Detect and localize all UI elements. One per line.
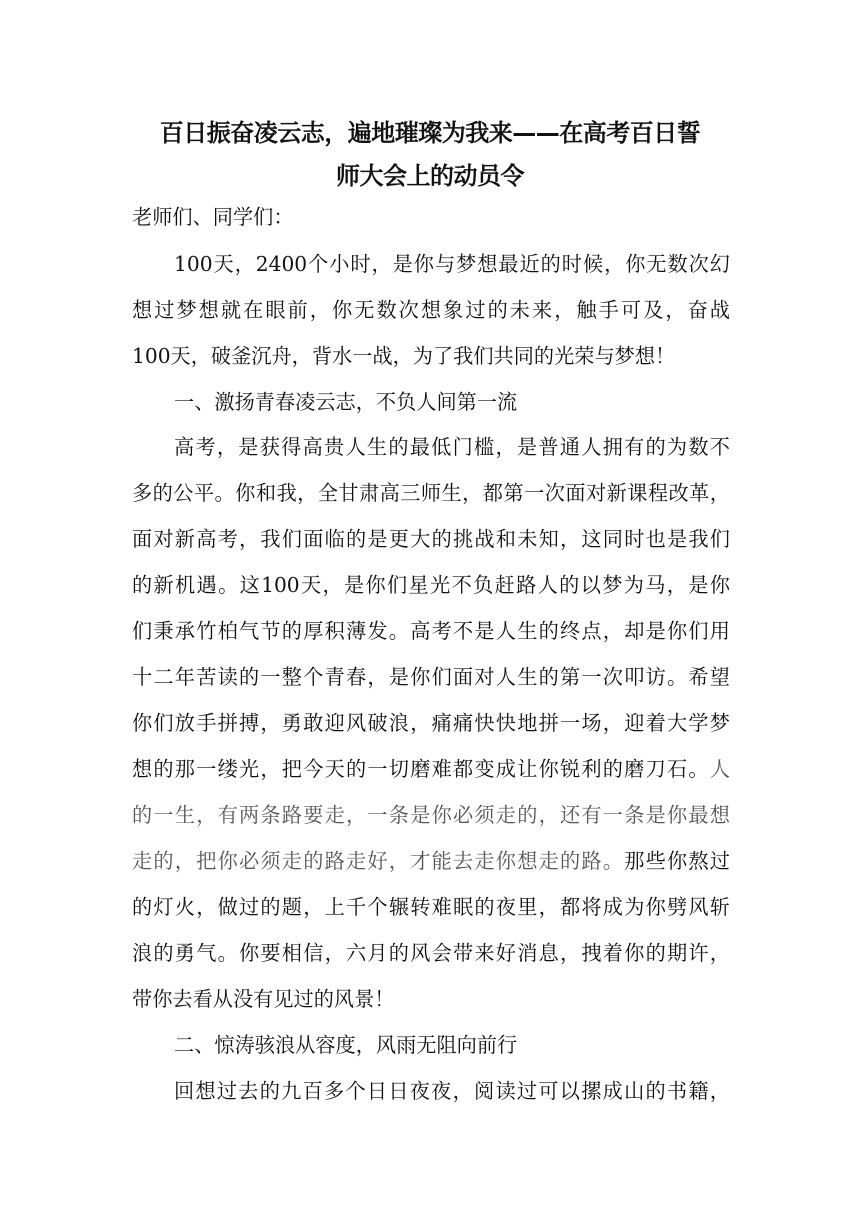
paragraph-2-text: 想的那一缕光，把今天的一切磨难都变成让你锐利的磨刀石。 (132, 757, 710, 781)
paragraph-1-line: 100天，破釜沉舟，背水一战，为了我们共同的光荣与梦想！ (132, 344, 676, 368)
document-title-line-1: 百日振奋凌云志，遍地璀璨为我来——在高考百日誓 (159, 119, 701, 147)
paragraph-2-line: 十二年苦读的一整个青春，是你们面对人生的第一次叩访。希望 (132, 665, 730, 689)
paragraph-2-line: 的新机遇。这100天，是你们星光不负赶路人的以梦为马，是你 (132, 573, 730, 597)
quote-text-line: 的一生，有两条路要走，一条是你必须走的，还有一条是你最想 (132, 803, 730, 827)
paragraph-2-line: 面对新高考，我们面临的是更大的挑战和未知，这同时也是我们 (132, 527, 730, 551)
paragraph-3-line: 回想过去的九百多个日日夜夜，阅读过可以摞成山的书籍， (174, 1079, 730, 1103)
paragraph-2-line: 你们放手拼搏，勇敢迎风破浪，痛痛快快地拼一场，迎着大学梦 (132, 711, 730, 735)
quote-text-end: 走的，把你必须走的路走好，才能去走你想走的路。 (132, 849, 625, 873)
paragraph-2-line (132, 847, 730, 875)
paragraph-2-line: 带你去看从没有见过的风景！ (132, 987, 395, 1011)
section-heading-1: 一、激扬青春凌云志，不负人间第一流 (174, 390, 518, 414)
paragraph-2-line: 多的公平。你和我，全甘肃高三师生，都第一次面对新课程改革， (132, 481, 730, 505)
paragraph-2-text: 那些你熬过 (624, 849, 730, 873)
paragraph-2-line (132, 755, 730, 783)
paragraph-2-line: 高考，是获得高贵人生的最低门槛，是普通人拥有的为数不 (174, 435, 730, 459)
quote-text-start: 人 (709, 757, 730, 781)
paragraph-1-line: 100天，2400个小时，是你与梦想最近的时候，你无数次幻 (174, 252, 730, 276)
document-title-line-2: 师大会上的动员令 (336, 162, 524, 190)
paragraph-2-line: 浪的勇气。你要相信，六月的风会带来好消息，拽着你的期许， (132, 941, 730, 965)
section-heading-2: 二、惊涛骇浪从容度，风雨无阻向前行 (174, 1033, 518, 1057)
salutation: 老师们、同学们： (132, 205, 294, 229)
paragraph-2-line: 们秉承竹柏气节的厚积薄发。高考不是人生的终点，却是你们用 (132, 619, 730, 643)
paragraph-2-line: 的灯火，做过的题，上千个辗转难眠的夜里，都将成为你劈风斩 (132, 895, 730, 919)
paragraph-1-line: 想过梦想就在眼前，你无数次想象过的未来，触手可及，奋战 (132, 298, 730, 322)
